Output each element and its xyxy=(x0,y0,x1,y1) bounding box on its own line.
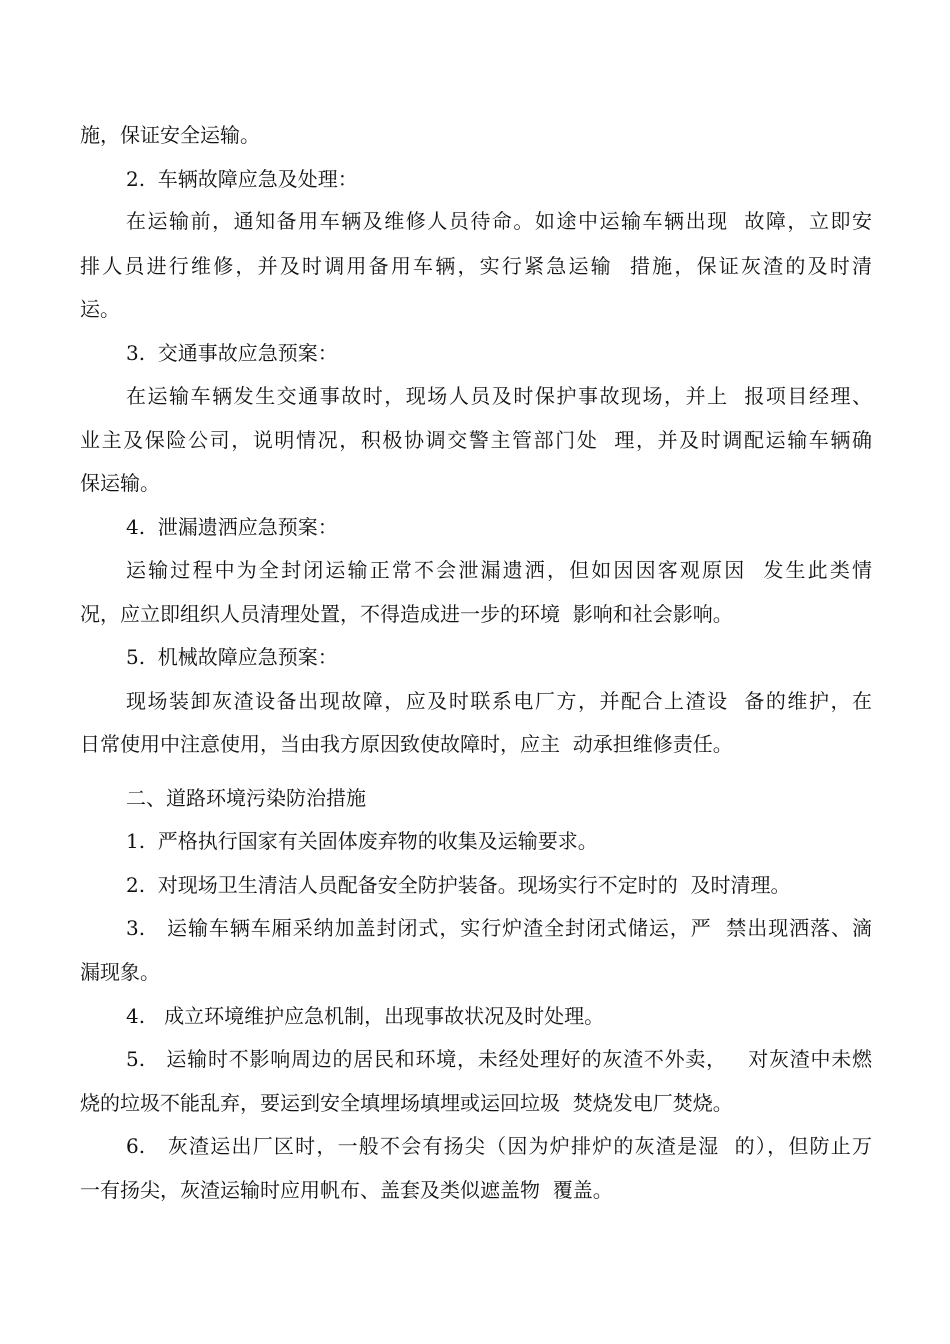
section-heading: 5. 机械故障应急预案： xyxy=(126,645,338,669)
paragraph-line: 况，应立即组织人员清理处置，不得造成进一步的环境 影响和社会影响。 xyxy=(80,602,733,626)
paragraph-line: 业主及保险公司，说明情况，积极协调交警主管部门处 理，并及时调配运输车辆确 xyxy=(80,428,872,452)
paragraph-line: 漏现象。 xyxy=(80,960,160,984)
section-heading: 二、道路环境污染防治措施 xyxy=(126,786,366,810)
list-item: 1. 严格执行国家有关固体废弃物的收集及运输要求。 xyxy=(126,829,598,853)
paragraph-line: 排人员进行维修，并及时调用备用车辆，实行紧急运输 措施，保证灰渣的及时清 xyxy=(80,254,872,278)
section-heading: 3. 交通事故应急预案： xyxy=(126,341,338,365)
paragraph-line: 烧的垃圾不能乱弃，要运到安全填埋场填埋或运回垃圾 焚烧发电厂焚烧。 xyxy=(80,1091,733,1115)
paragraph-line: 在运输前，通知备用车辆及维修人员待命。如途中运输车辆出现 故障，立即安 xyxy=(126,209,872,233)
paragraph-line: 在运输车辆发生交通事故时，现场人员及时保护事故现场，并上 报项目经理、 xyxy=(126,384,872,408)
paragraph-line: 运输过程中为全封闭运输正常不会泄漏遗洒，但如因因客观原因 发生此类情 xyxy=(126,558,872,582)
paragraph-line: 施，保证安全运输。 xyxy=(80,123,260,147)
paragraph-line: 现场装卸灰渣设备出现故障，应及时联系电厂方，并配合上渣设 备的维护，在 xyxy=(126,689,872,713)
paragraph-line: 保运输。 xyxy=(80,471,160,495)
list-item: 6. 灰渣运出厂区时，一般不会有扬尖（因为炉排炉的灰渣是湿 的），但防止万 xyxy=(126,1134,872,1158)
list-item: 5. 运输时不影响周边的居民和环境，未经处理好的灰渣不外卖， 对灰渣中未燃 xyxy=(126,1047,872,1071)
list-item: 2. 对现场卫生清洁人员配备安全防护装备。现场实行不定时的 及时清理。 xyxy=(126,873,791,897)
section-heading: 4. 泄漏遗洒应急预案： xyxy=(126,515,338,539)
paragraph-line: 运。 xyxy=(80,297,120,321)
paragraph-line: 日常使用中注意使用，当由我方原因致使故障时，应主 动承担维修责任。 xyxy=(80,732,733,756)
list-item: 3. 运输车辆车厢采纳加盖封闭式，实行炉渣全封闭式储运，严 禁出现洒落、滴 xyxy=(126,916,872,940)
paragraph-line: 一有扬尖，灰渣运输时应用帆布、盖套及类似遮盖物 覆盖。 xyxy=(80,1178,613,1202)
list-item: 4. 成立环境维护应急机制，出现事故状况及时处理。 xyxy=(126,1004,605,1028)
section-heading: 2. 车辆故障应急及处理： xyxy=(126,167,358,191)
